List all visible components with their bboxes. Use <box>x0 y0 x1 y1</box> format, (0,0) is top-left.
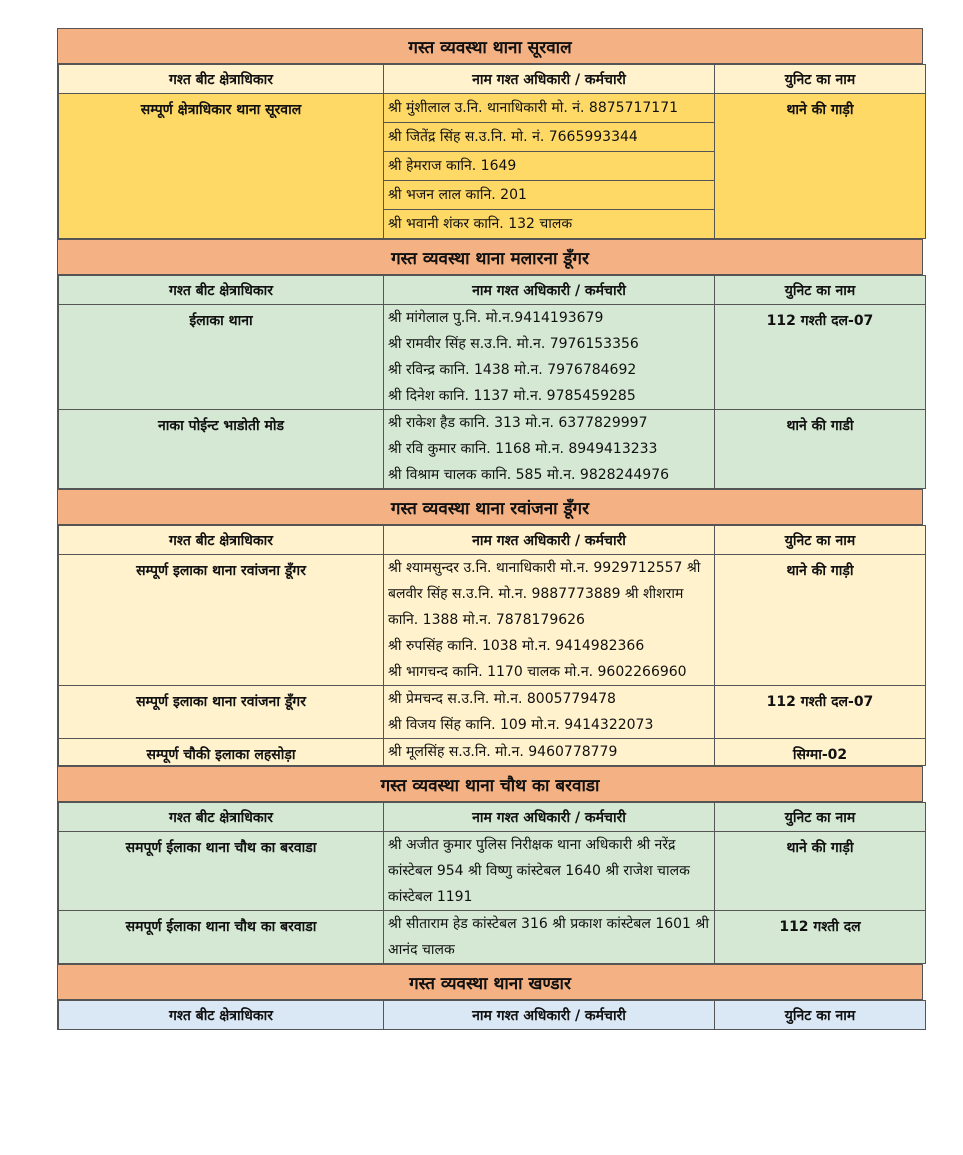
table-row <box>59 832 926 911</box>
patrol-document <box>57 28 921 1030</box>
officer-name: श्री मुंशीलाल उ.नि. थानाधिकारी मो. नं. 8875717171 <box>384 94 714 123</box>
header-row <box>59 276 926 305</box>
officer-name: श्री दिनेश कानि. 1137 मो.न. 9785459285 <box>388 388 636 404</box>
header-area: गश्त बीट क्षेत्राधिकार <box>59 276 384 305</box>
unit-cell: सिग्मा-02 <box>715 739 926 766</box>
officer-name: श्री जितेंद्र सिंह स.उ.नि. मो. नं. 7665993344 <box>384 123 714 152</box>
officer-name: श्री विजय सिंह कानि. 109 मो.न. 9414322073 <box>388 717 654 733</box>
section-chauth-ka-barwada <box>57 766 923 964</box>
table-row <box>59 739 926 766</box>
header-area: गश्त बीट क्षेत्राधिकार <box>59 803 384 832</box>
officer-name: श्री श्यामसुन्दर उ.नि. थानाधिकारी मो.न. 9929712557 श्री बलवीर सिंह स.उ.नि. मो.न. 9887773889 श्री शीशराम कानि. 1388 मो.न. 7878179626 <box>388 560 701 628</box>
area-cell: ईलाका थाना <box>59 305 384 410</box>
names-cell <box>384 686 715 739</box>
header-area: गश्त बीट क्षेत्राधिकार <box>59 526 384 555</box>
unit-cell: 112 गश्ती दल-07 <box>715 305 926 410</box>
header-unit: युनिट का नाम <box>715 65 926 94</box>
officer-name: श्री रविन्द्र कानि. 1438 मो.न. 7976784692 <box>388 362 637 378</box>
header-row <box>59 803 926 832</box>
unit-cell: थाने की गाड़ी <box>715 832 926 911</box>
unit-cell: 112 गश्ती दल <box>715 911 926 964</box>
section-surwal <box>57 28 923 239</box>
unit-cell: थाने की गाडी <box>715 410 926 489</box>
area-cell: सम्पूर्ण इलाका थाना रवांजना डूँगर <box>59 686 384 739</box>
officer-name: श्री रवि कुमार कानि. 1168 मो.न. 8949413233 <box>388 441 658 457</box>
section-title: गस्त व्यवस्था थाना रवांजना डूँगर <box>58 489 922 525</box>
section-rawanjna-doongar <box>57 489 923 766</box>
section-title: गस्त व्यवस्था थाना मलारना डूँगर <box>58 239 922 275</box>
names-cell <box>384 555 715 686</box>
area-cell: समपूर्ण ईलाका थाना चौथ का बरवाडा <box>59 832 384 911</box>
unit-cell: थाने की गाड़ी <box>715 94 926 239</box>
officer-name: श्री हेमराज कानि. 1649 <box>384 152 714 181</box>
officer-name: श्री रुपसिंह कानि. 1038 मो.न. 9414982366 <box>388 638 645 654</box>
section-title: गस्त व्यवस्था थाना चौथ का बरवाडा <box>58 766 922 802</box>
header-unit: युनिट का नाम <box>715 1001 926 1030</box>
names-cell <box>384 94 715 239</box>
area-cell: सम्पूर्ण इलाका थाना रवांजना डूँगर <box>59 555 384 686</box>
header-names: नाम गश्त अधिकारी / कर्मचारी <box>384 65 715 94</box>
officer-name: श्री भजन लाल कानि. 201 <box>384 181 714 210</box>
table-row <box>59 410 926 489</box>
header-unit: युनिट का नाम <box>715 526 926 555</box>
patrol-table <box>58 525 926 766</box>
header-row <box>59 1001 926 1030</box>
area-cell: सम्पूर्ण चौकी इलाका लहसोड़ा <box>59 739 384 766</box>
header-names: नाम गश्त अधिकारी / कर्मचारी <box>384 1001 715 1030</box>
unit-cell: 112 गश्ती दल-07 <box>715 686 926 739</box>
table-row <box>59 555 926 686</box>
patrol-table <box>58 64 926 239</box>
header-unit: युनिट का नाम <box>715 276 926 305</box>
area-cell: नाका पोईन्ट भाडोती मोड <box>59 410 384 489</box>
header-names: नाम गश्त अधिकारी / कर्मचारी <box>384 276 715 305</box>
officer-name: श्री रामवीर सिंह स.उ.नि. मो.न. 7976153356 <box>388 336 639 352</box>
section-title: गस्त व्यवस्था थाना सूरवाल <box>58 28 922 64</box>
officer-name: श्री भागचन्द कानि. 1170 चालक मो.न. 9602266960 <box>388 664 687 680</box>
section-khandar <box>57 964 923 1030</box>
officer-name: श्री मूलसिंह स.उ.नि. मो.न. 9460778779 <box>388 744 618 760</box>
header-unit: युनिट का नाम <box>715 803 926 832</box>
header-area: गश्त बीट क्षेत्राधिकार <box>59 1001 384 1030</box>
table-row <box>59 911 926 964</box>
area-cell: सम्पूर्ण क्षेत्राधिकार थाना सूरवाल <box>59 94 384 239</box>
header-names: नाम गश्त अधिकारी / कर्मचारी <box>384 526 715 555</box>
names-cell <box>384 410 715 489</box>
section-malarna-doongar <box>57 239 923 489</box>
officer-name: श्री भवानी शंकर कानि. 132 चालक <box>388 216 573 232</box>
section-title: गस्त व्यवस्था थाना खण्डार <box>58 964 922 1000</box>
table-row <box>59 94 926 239</box>
officer-name: श्री विश्राम चालक कानि. 585 मो.न. 9828244976 <box>388 467 670 483</box>
header-row <box>59 65 926 94</box>
unit-cell: थाने की गाड़ी <box>715 555 926 686</box>
names-cell <box>384 911 715 964</box>
officer-name: श्री राकेश हैड कानि. 313 मो.न. 6377829997 <box>388 415 648 431</box>
header-area: गश्त बीट क्षेत्राधिकार <box>59 65 384 94</box>
officer-name: श्री अजीत कुमार पुलिस निरीक्षक थाना अधिकारी श्री नरेंद्र कांस्टेबल 954 श्री विष्णु कांस्टेबल 1640 श्री राजेश चालक कांस्टेबल 1191 <box>388 837 690 905</box>
area-cell: समपूर्ण ईलाका थाना चौथ का बरवाडा <box>59 911 384 964</box>
header-row <box>59 526 926 555</box>
names-cell <box>384 832 715 911</box>
patrol-table <box>58 275 926 489</box>
table-row <box>59 305 926 410</box>
header-names: नाम गश्त अधिकारी / कर्मचारी <box>384 803 715 832</box>
officer-name: श्री प्रेमचन्द स.उ.नि. मो.न. 8005779478 <box>388 691 616 707</box>
patrol-table <box>58 1000 926 1030</box>
table-row <box>59 686 926 739</box>
officer-name: श्री मांगेलाल पु.नि. मो.न.9414193679 <box>388 310 604 326</box>
names-cell <box>384 305 715 410</box>
patrol-table <box>58 802 926 964</box>
names-cell <box>384 739 715 766</box>
officer-name: श्री सीताराम हेड कांस्टेबल 316 श्री प्रकाश कांस्टेबल 1601 श्री आनंद चालक <box>388 916 709 958</box>
